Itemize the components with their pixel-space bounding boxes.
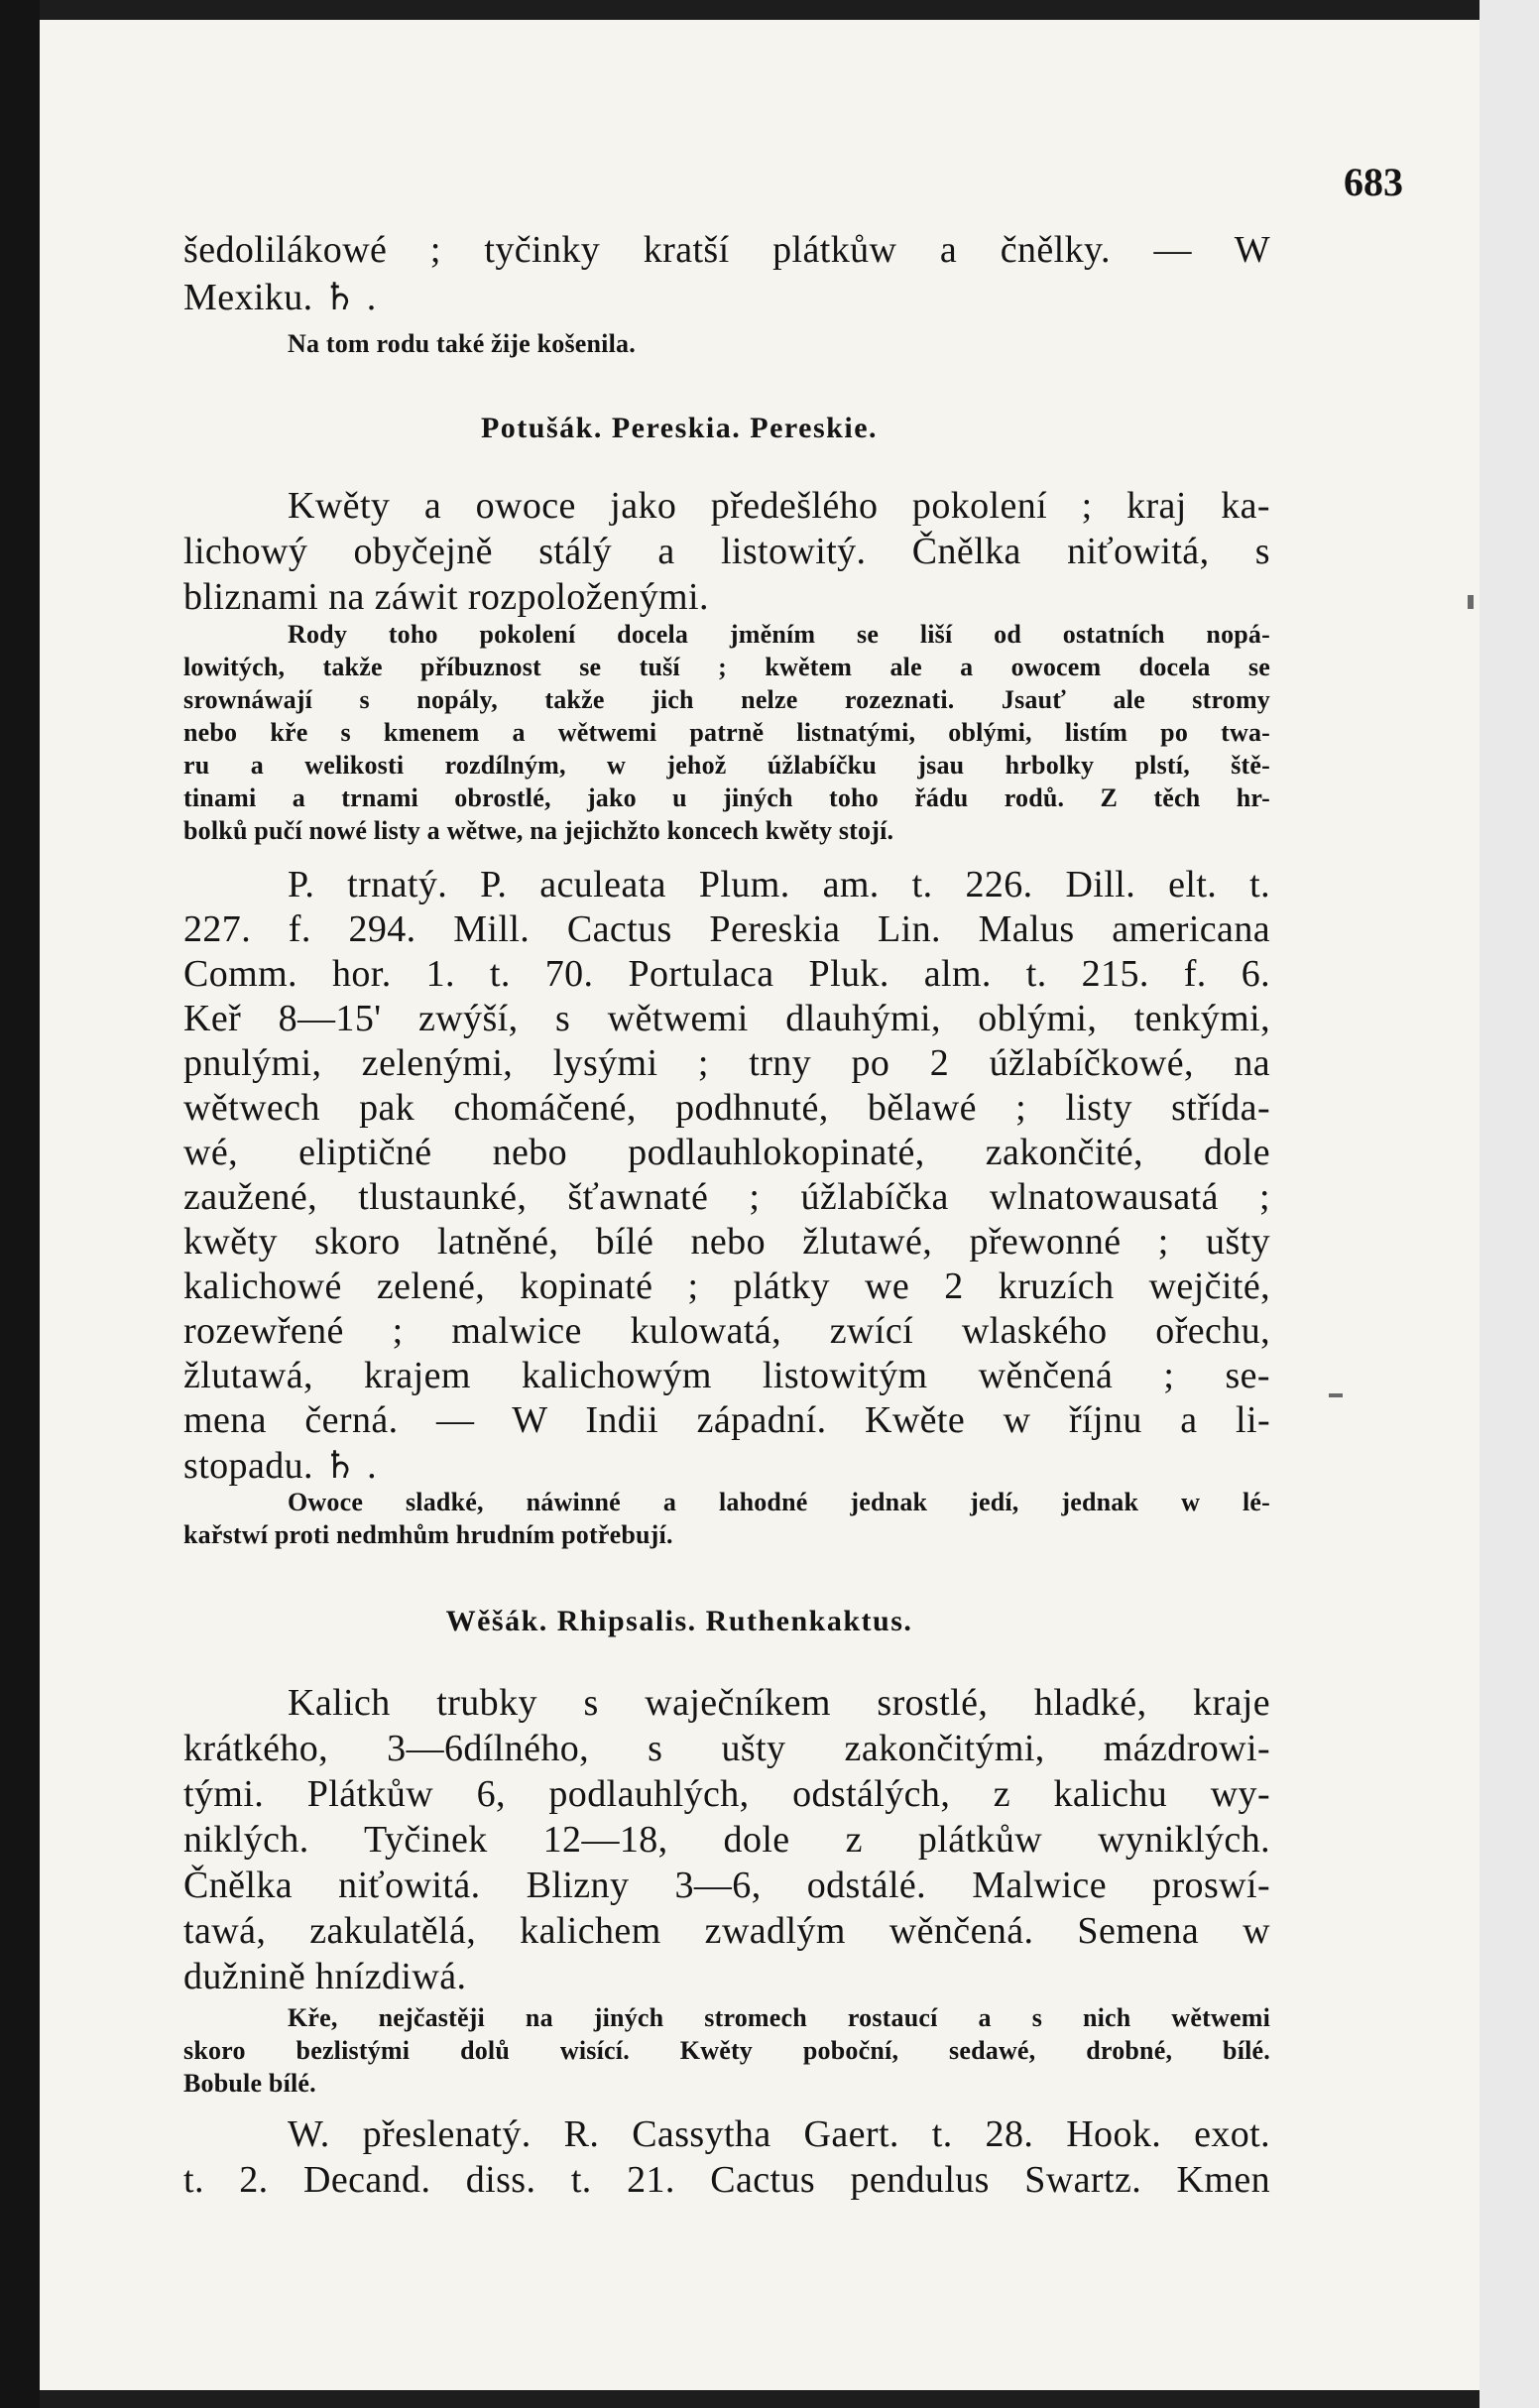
section1-note-6: tinami a trnami obrostlé, jako u jiných toho řádu rodů. Z těch hr-: [183, 783, 1270, 812]
section1-desc-3: bliznami na záwit rozpoloženými.: [183, 576, 709, 618]
section-heading-rhipsalis: Wěšák. Rhipsalis. Ruthenkaktus.: [445, 1605, 913, 1637]
species-1-line-14: stopadu. ♄ .: [183, 1445, 378, 1487]
species-1-line-11: rozewřené ; malwice kulowatá, zwící wlaského ořechu,: [183, 1310, 1270, 1352]
top-line-2: Mexiku. ♄ .: [183, 277, 377, 318]
section2-note-3: Bobule bílé.: [183, 2069, 316, 2098]
species-1-line-5: pnulými, zelenými, lysými ; trny po 2 úžlabíčkowé, na: [183, 1042, 1270, 1084]
species-1-line-9: kwěty skoro latněné, bílé nebo žlutawé, přewonné ; ušty: [183, 1221, 1270, 1263]
section2-note-1: Kře, nejčastěji na jiných stromech rostaucí a s nich wětwemi: [288, 2003, 1270, 2032]
right-scan-edge: [1480, 0, 1539, 2408]
left-scan-edge: [0, 0, 40, 2408]
species-1-line-1: P. trnatý. P. aculeata Plum. am. t. 226. Dill. elt. t.: [288, 864, 1270, 905]
species-2-line-2: t. 2. Decand. diss. t. 21. Cactus pendulus Swartz. Kmen: [183, 2159, 1270, 2201]
section1-note-5: ru a welikosti rozdílným, w jehož úžlabíčku jsau hrbolky plstí, ště-: [183, 751, 1270, 780]
section1-note-1: Rody toho pokolení docela jměním se liší od ostatních nopá-: [288, 620, 1270, 649]
section-heading-pereskia: Potušák. Pereskia. Pereskie.: [480, 412, 879, 444]
scan-speck: [1329, 1393, 1343, 1397]
section2-desc-6: tawá, zakulatělá, kalichem zwadlým wěnčená. Semena w: [183, 1910, 1270, 1952]
section2-desc-3: tými. Plátkůw 6, podlauhlých, odstálých, z kalichu wy-: [183, 1773, 1270, 1815]
section1-note-7: bolků pučí nowé listy a wětwe, na jejichžto koncech kwěty stojí.: [183, 816, 894, 845]
section2-desc-7: dužnině hnízdiwá.: [183, 1956, 467, 1997]
section1-note-2: lowitých, takže příbuznost se tuší ; kwětem ale a owocem docela se: [183, 653, 1270, 681]
species-1-line-13: mena černá. — W Indii západní. Kwěte w říjnu a li-: [183, 1399, 1270, 1441]
species-1-line-8: zaužené, tlustaunké, šťawnaté ; úžlabíčka wlnatowausatá ;: [183, 1176, 1270, 1218]
section2-desc-1: Kalich trubky s waječníkem srostlé, hladké, kraje: [288, 1682, 1270, 1724]
species-1-line-12: žlutawá, krajem kalichowým listowitým wěnčená ; se-: [183, 1355, 1270, 1396]
page-number: 683: [1344, 160, 1403, 204]
section2-note-2: skoro bezlistými dolů wisící. Kwěty poboční, sedawé, drobné, bílé.: [183, 2036, 1270, 2065]
species-1-line-4: Keř 8—15' zwýší, s wětwemi dlauhými, oblými, tenkými,: [183, 998, 1270, 1039]
book-page: [40, 20, 1480, 2390]
species-1-line-10: kalichowé zelené, kopinaté ; plátky we 2 kruzích wejčité,: [183, 1265, 1270, 1307]
section1-desc-1: Kwěty a owoce jako předešlého pokolení ; kraj ka-: [288, 485, 1270, 527]
section1-desc-2: lichowý obyčejně stálý a listowitý. Čnělka niťowitá, s: [183, 531, 1270, 572]
top-line-1: šedolilákowé ; tyčinky kratší plátkůw a čnělky. — W: [183, 229, 1270, 271]
section2-desc-5: Čnělka niťowitá. Blizny 3—6, odstálé. Malwice proswí-: [183, 1865, 1270, 1906]
species-1-line-6: wětwech pak chomáčené, podhnuté, bělawé ; listy střída-: [183, 1087, 1270, 1129]
species-1-note-1: Owoce sladké, náwinné a lahodné jednak jedí, jednak w lé-: [288, 1488, 1270, 1516]
section1-note-4: nebo kře s kmenem a wětwemi patrně listnatými, oblými, listím po twa-: [183, 718, 1270, 747]
top-note: Na tom rodu také žije košenila.: [288, 329, 636, 358]
species-1-line-3: Comm. hor. 1. t. 70. Portulaca Pluk. alm. t. 215. f. 6.: [183, 953, 1270, 995]
section1-note-3: srownáwají s nopály, takže jich nelze rozeznati. Jsauť ale stromy: [183, 685, 1270, 714]
scan-speck: [1468, 595, 1474, 609]
species-2-line-1: W. přeslenatý. R. Cassytha Gaert. t. 28. Hook. exot.: [288, 2113, 1270, 2155]
species-1-line-2: 227. f. 294. Mill. Cactus Pereskia Lin. Malus americana: [183, 908, 1270, 950]
species-1-note-2: kařstwí proti nedmhům hrudním potřebují.: [183, 1520, 673, 1549]
section2-desc-2: krátkého, 3—6dílného, s ušty zakončitými, mázdrowi-: [183, 1728, 1270, 1769]
section2-desc-4: niklých. Tyčinek 12—18, dole z plátkůw wyniklých.: [183, 1819, 1270, 1861]
species-1-line-7: wé, eliptičné nebo podlauhlokopinaté, zakončité, dole: [183, 1132, 1270, 1173]
